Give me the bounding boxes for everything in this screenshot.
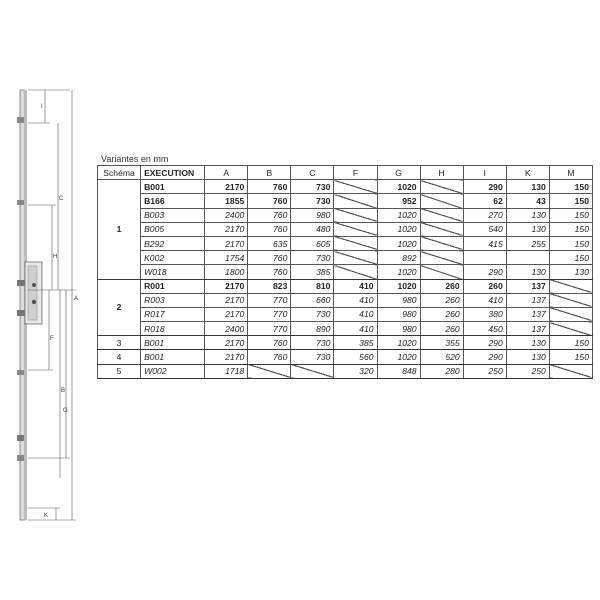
value-cell: 62 — [463, 194, 506, 208]
execution-code-cell: B001 — [141, 180, 205, 194]
dim-label-G: G — [63, 408, 68, 414]
schema-cell: 4 — [98, 350, 141, 364]
value-cell: 150 — [549, 251, 592, 265]
table-row — [98, 251, 593, 265]
value-cell: 730 — [291, 336, 334, 350]
value-cell: 260 — [420, 279, 463, 293]
value-cell: 2170 — [205, 293, 248, 307]
execution-code-cell: R018 — [141, 322, 205, 336]
table-row — [98, 208, 593, 222]
column-header-f: F — [334, 166, 377, 180]
execution-code-cell: B292 — [141, 236, 205, 250]
not-applicable-cell — [420, 265, 463, 279]
value-cell: 150 — [549, 350, 592, 364]
value-cell: 810 — [291, 279, 334, 293]
value-cell: 520 — [420, 350, 463, 364]
value-cell: 1020 — [377, 279, 420, 293]
value-cell: 150 — [549, 336, 592, 350]
schema-cell: 5 — [98, 364, 141, 378]
value-cell: 150 — [549, 208, 592, 222]
table-row — [98, 236, 593, 250]
table-row — [98, 194, 593, 208]
value-cell: 1754 — [205, 251, 248, 265]
schema-cell: 1 — [98, 180, 141, 279]
value-cell: 355 — [420, 336, 463, 350]
value-cell: 660 — [291, 293, 334, 307]
not-applicable-cell — [334, 194, 377, 208]
schema-cell: 3 — [98, 336, 141, 350]
value-cell: 130 — [506, 222, 549, 236]
table-row — [98, 279, 593, 293]
table-row — [98, 350, 593, 364]
value-cell: 605 — [291, 236, 334, 250]
schema-cell: 2 — [98, 279, 141, 336]
value-cell: 635 — [248, 236, 291, 250]
column-header-i: I — [463, 166, 506, 180]
table-row — [98, 265, 593, 279]
value-cell: 130 — [549, 265, 592, 279]
column-header-execution: EXECUTION — [141, 166, 205, 180]
value-cell: 290 — [463, 265, 506, 279]
column-header-a: A — [205, 166, 248, 180]
value-cell: 823 — [248, 279, 291, 293]
not-applicable-cell — [291, 364, 334, 378]
dim-label-K: K — [44, 513, 49, 519]
cylinder-hole — [32, 300, 36, 304]
column-header-b: B — [248, 166, 291, 180]
value-cell: 410 — [334, 307, 377, 321]
value-cell: 410 — [463, 293, 506, 307]
value-cell: 2400 — [205, 208, 248, 222]
value-cell: 2170 — [205, 279, 248, 293]
value-cell: 980 — [377, 322, 420, 336]
table-row — [98, 307, 593, 321]
execution-code-cell: W018 — [141, 265, 205, 279]
column-header-schema: Schéma — [98, 166, 141, 180]
execution-code-cell: B003 — [141, 208, 205, 222]
value-cell: 892 — [377, 251, 420, 265]
value-cell: 1020 — [377, 265, 420, 279]
column-header-c: C — [291, 166, 334, 180]
value-cell: 760 — [248, 222, 291, 236]
value-cell: 848 — [377, 364, 420, 378]
value-cell: 250 — [463, 364, 506, 378]
value-cell: 2170 — [205, 180, 248, 194]
value-cell: 385 — [334, 336, 377, 350]
value-cell: 410 — [334, 293, 377, 307]
value-cell: 760 — [248, 194, 291, 208]
not-applicable-cell — [334, 208, 377, 222]
value-cell: 730 — [291, 307, 334, 321]
dim-label-F: F — [50, 336, 54, 342]
lock-bar-drawing — [0, 0, 100, 600]
execution-code-cell: R003 — [141, 293, 205, 307]
value-cell: 290 — [463, 350, 506, 364]
value-cell: 260 — [463, 279, 506, 293]
value-cell: 130 — [506, 265, 549, 279]
value-cell: 730 — [291, 350, 334, 364]
value-cell: 980 — [291, 208, 334, 222]
table-row — [98, 322, 593, 336]
not-applicable-cell — [248, 364, 291, 378]
value-cell: 320 — [334, 364, 377, 378]
lower-roller — [17, 370, 24, 375]
value-cell: 2170 — [205, 350, 248, 364]
value-cell: 43 — [506, 194, 549, 208]
value-cell: 730 — [291, 194, 334, 208]
value-cell: 150 — [549, 236, 592, 250]
value-cell: 770 — [248, 293, 291, 307]
value-cell: 760 — [248, 208, 291, 222]
execution-code-cell: B001 — [141, 336, 205, 350]
value-cell: 730 — [291, 180, 334, 194]
execution-code-cell: B001 — [141, 350, 205, 364]
value-cell: 760 — [248, 251, 291, 265]
dim-label-B: B — [61, 388, 66, 394]
table-row — [98, 364, 593, 378]
dim-label-I: I — [41, 104, 43, 110]
column-header-h: H — [420, 166, 463, 180]
value-cell: 1020 — [377, 180, 420, 194]
value-cell: 2170 — [205, 222, 248, 236]
value-cell: 450 — [463, 322, 506, 336]
value-cell: 1020 — [377, 336, 420, 350]
value-cell: 415 — [463, 236, 506, 250]
value-cell: 290 — [463, 180, 506, 194]
value-cell: 150 — [549, 222, 592, 236]
value-cell: 130 — [506, 336, 549, 350]
execution-code-cell: K002 — [141, 251, 205, 265]
value-cell: 2170 — [205, 336, 248, 350]
table-row — [98, 293, 593, 307]
value-cell: 480 — [291, 222, 334, 236]
value-cell: 560 — [334, 350, 377, 364]
value-cell: 890 — [291, 322, 334, 336]
value-cell: 770 — [248, 307, 291, 321]
value-cell: 137 — [506, 322, 549, 336]
variants-table — [97, 165, 593, 379]
lock-case-faceplate — [28, 266, 37, 320]
value-cell: 410 — [334, 322, 377, 336]
value-cell: 952 — [377, 194, 420, 208]
value-cell: 260 — [420, 307, 463, 321]
value-cell: 1718 — [205, 364, 248, 378]
spindle-hole — [32, 283, 36, 287]
value-cell: 290 — [463, 336, 506, 350]
latch — [17, 280, 25, 286]
not-applicable-cell — [334, 251, 377, 265]
column-header-m: M — [549, 166, 592, 180]
execution-code-cell: B166 — [141, 194, 205, 208]
value-cell: 760 — [248, 265, 291, 279]
value-cell: 2400 — [205, 322, 248, 336]
value-cell: 1855 — [205, 194, 248, 208]
value-cell: 1800 — [205, 265, 248, 279]
deadbolt — [17, 310, 25, 316]
value-cell: 540 — [463, 222, 506, 236]
upper-roller — [17, 200, 24, 205]
value-cell: 137 — [506, 293, 549, 307]
value-cell: 2170 — [205, 307, 248, 321]
not-applicable-cell — [549, 307, 592, 321]
not-applicable-cell — [420, 222, 463, 236]
value-cell: 150 — [549, 194, 592, 208]
value-cell: 730 — [291, 251, 334, 265]
value-cell: 980 — [377, 307, 420, 321]
not-applicable-cell — [420, 251, 463, 265]
table-row — [98, 222, 593, 236]
table-row — [98, 336, 593, 350]
value-cell: 760 — [248, 350, 291, 364]
not-applicable-cell — [549, 279, 592, 293]
dim-label-A: A — [74, 296, 79, 302]
column-header-g: G — [377, 166, 420, 180]
value-cell: 1020 — [377, 208, 420, 222]
bottom-hook — [17, 435, 24, 441]
dim-label-C: C — [59, 196, 64, 202]
value-cell: 410 — [334, 279, 377, 293]
not-applicable-cell — [420, 208, 463, 222]
value-cell — [463, 251, 506, 265]
value-cell: 980 — [377, 293, 420, 307]
value-cell: 130 — [506, 350, 549, 364]
table-row — [98, 180, 593, 194]
not-applicable-cell — [549, 322, 592, 336]
value-cell: 130 — [506, 208, 549, 222]
value-cell: 2170 — [205, 236, 248, 250]
value-cell: 130 — [506, 180, 549, 194]
not-applicable-cell — [334, 180, 377, 194]
top-bolt — [17, 117, 24, 123]
value-cell: 1020 — [377, 222, 420, 236]
value-cell: 255 — [506, 236, 549, 250]
column-header-k: K — [506, 166, 549, 180]
value-cell: 380 — [463, 307, 506, 321]
value-cell: 150 — [549, 180, 592, 194]
value-cell: 137 — [506, 279, 549, 293]
execution-code-cell: B005 — [141, 222, 205, 236]
dim-label-H: H — [53, 254, 58, 260]
table-caption: Variantes en mm — [101, 154, 169, 164]
value-cell: 760 — [248, 336, 291, 350]
value-cell — [506, 251, 549, 265]
value-cell: 770 — [248, 322, 291, 336]
not-applicable-cell — [549, 293, 592, 307]
execution-code-cell: R017 — [141, 307, 205, 321]
value-cell: 250 — [506, 364, 549, 378]
value-cell: 260 — [420, 322, 463, 336]
value-cell: 385 — [291, 265, 334, 279]
execution-code-cell: W002 — [141, 364, 205, 378]
value-cell: 260 — [420, 293, 463, 307]
not-applicable-cell — [549, 364, 592, 378]
value-cell: 1020 — [377, 236, 420, 250]
bottom-bolt — [17, 455, 24, 461]
table-header-row — [98, 166, 593, 180]
not-applicable-cell — [334, 222, 377, 236]
value-cell: 280 — [420, 364, 463, 378]
not-applicable-cell — [420, 180, 463, 194]
not-applicable-cell — [334, 265, 377, 279]
not-applicable-cell — [334, 236, 377, 250]
not-applicable-cell — [420, 194, 463, 208]
value-cell: 270 — [463, 208, 506, 222]
value-cell: 1020 — [377, 350, 420, 364]
value-cell: 137 — [506, 307, 549, 321]
not-applicable-cell — [420, 236, 463, 250]
value-cell: 760 — [248, 180, 291, 194]
execution-code-cell: R001 — [141, 279, 205, 293]
